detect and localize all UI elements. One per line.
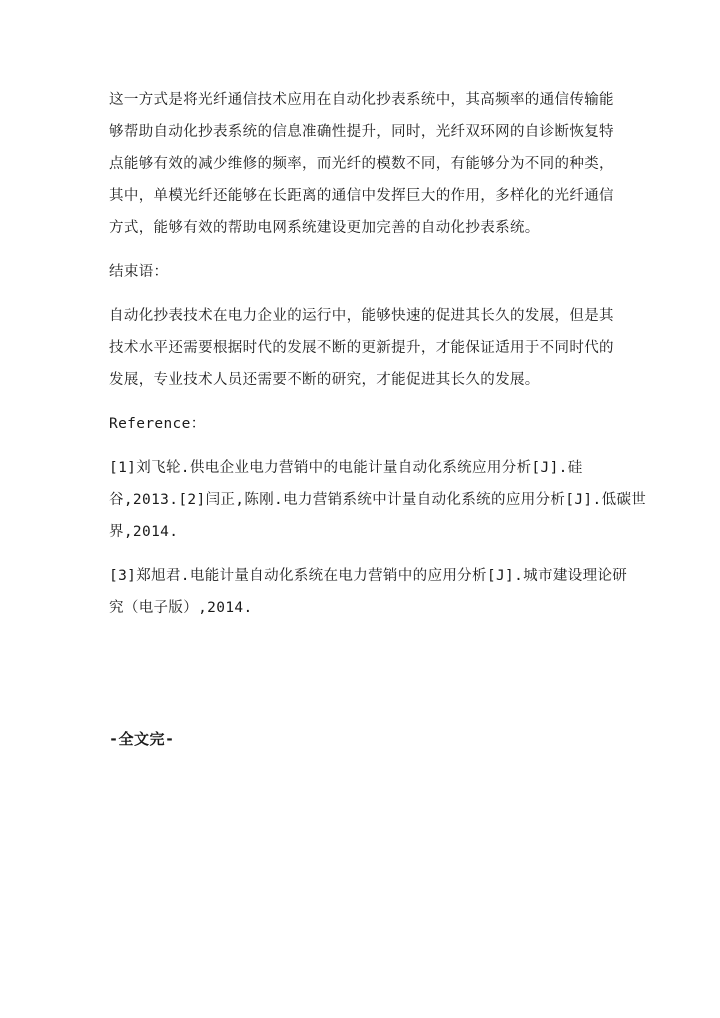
body-paragraph-2 [109, 300, 614, 396]
paragraph-line: 这一方式是将光纤通信技术应用在自动化抄表系统中，其高频率的通信传输能 [109, 92, 614, 108]
paragraph-line: 方式，能够有效的帮助电网系统建设更加完善的自动化抄表系统。 [109, 220, 540, 236]
reference-line: [3]郑旭君.电能计量自动化系统在电力营销中的应用分析[J].城市建设理论研 [109, 568, 628, 584]
body-paragraph-1 [109, 84, 614, 244]
document-body [109, 84, 647, 636]
end-of-document-mark: -全文完- [109, 730, 175, 748]
paragraph-line: 够帮助自动化抄表系统的信息准确性提升，同时，光纤双环网的自诊断恢复特 [109, 124, 614, 140]
reference-entry-2 [109, 560, 628, 624]
paragraph-line: 技术水平还需要根据时代的发展不断的更新提升，才能保证适用于不同时代的 [109, 340, 614, 356]
reference-heading: Reference： [109, 416, 206, 432]
paragraph-line: 点能够有效的减少维修的频率，而光纤的模数不同，有能够分为不同的种类， [109, 156, 614, 172]
reference-entry-1 [109, 452, 647, 548]
paragraph-line: 发展，专业技术人员还需要不断的研究，才能促进其长久的发展。 [109, 372, 540, 388]
paragraph-line: 其中，单模光纤还能够在长距离的通信中发挥巨大的作用，多样化的光纤通信 [109, 188, 614, 204]
paragraph-line: 自动化抄表技术在电力企业的运行中，能够快速的促进其长久的发展，但是其 [109, 308, 614, 324]
reference-line: 谷,2013.[2]闫正,陈刚.电力营销系统中计量自动化系统的应用分析[J].低碳世 [109, 492, 647, 508]
reference-line: 究（电子版）,2014. [109, 600, 253, 616]
reference-line: [1]刘飞轮.供电企业电力营销中的电能计量自动化系统应用分析[J].硅 [109, 460, 583, 476]
reference-line: 界,2014. [109, 524, 179, 540]
conclusion-heading: 结束语： [109, 264, 169, 280]
